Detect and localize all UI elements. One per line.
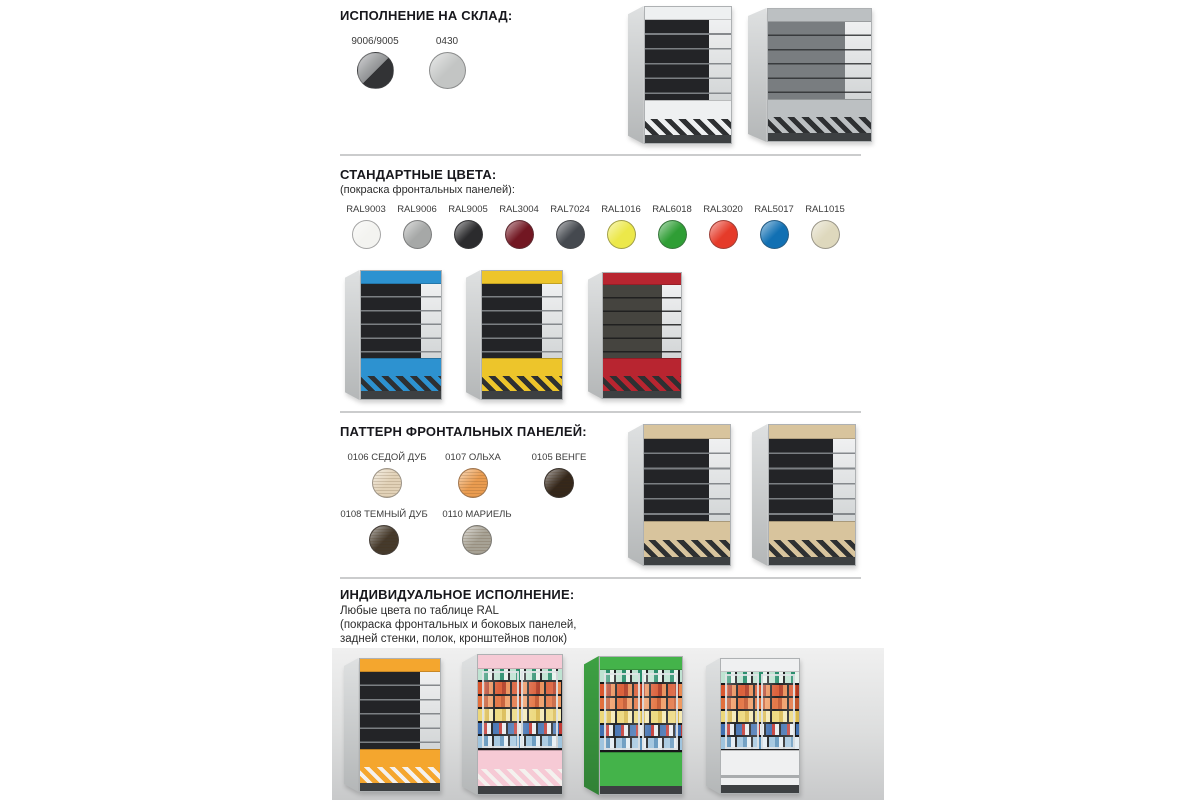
fridge-glass-doors: [725, 674, 795, 749]
color-swatch: [811, 220, 840, 249]
fridge-photo-stock-grey: [748, 8, 872, 142]
swatch-label: RAL6018: [652, 204, 692, 215]
fridge-bottom-panel: [603, 358, 681, 375]
fridge-photo-wood-1: [628, 424, 731, 566]
swatch-ral3020: [699, 204, 747, 249]
fridge-base: [721, 785, 799, 793]
swatch-label: RAL5017: [754, 204, 794, 215]
fridge-interior: [768, 22, 871, 99]
color-swatch: [607, 220, 636, 249]
swatch-label: RAL3004: [499, 204, 539, 215]
pattern-swatch: [372, 468, 402, 498]
fridge-top-band: [600, 657, 682, 670]
fridge-glass-doors: [604, 673, 678, 751]
fridge-top-band: [482, 271, 562, 284]
section-title-patterns: ПАТТЕРН ФРОНТАЛЬНЫХ ПАНЕЛЕЙ:: [340, 424, 587, 439]
swatch-0110: [434, 509, 520, 555]
fridge-grille: [478, 769, 562, 786]
glass-door-left: [482, 671, 519, 748]
fridge-front: [481, 270, 563, 400]
section-title-stock: ИСПОЛНЕНИЕ НА СКЛАД:: [340, 8, 513, 23]
fridge-interior: [603, 285, 681, 358]
fridge-base: [482, 391, 562, 399]
fridge-front: [602, 272, 682, 399]
fridge-side-panel: [748, 8, 767, 142]
fridge-bottom-panel: [769, 521, 855, 540]
glass-door-left: [604, 673, 640, 751]
fridge-front: [599, 656, 683, 795]
fridge-interior: [644, 439, 730, 521]
fridge-front: [359, 658, 441, 792]
color-swatch: [429, 52, 466, 89]
pattern-swatch-row-2: [338, 509, 520, 555]
fridge-top-band: [769, 425, 855, 439]
fridge-photo-white-doors: [706, 658, 800, 794]
swatch-ral9005: [444, 204, 492, 249]
swatch-label: RAL3020: [703, 204, 743, 215]
fridge-bottom-panel: [600, 752, 682, 786]
fridge-bottom-panel: [721, 750, 799, 768]
fridge-side-panel: [752, 424, 768, 566]
swatch-label: RAL9006: [397, 204, 437, 215]
ral-swatch-row: [342, 204, 849, 249]
swatch-label: 9006/9005: [351, 36, 399, 47]
fridge-bottom-panel: [768, 99, 871, 117]
fridge-base: [769, 557, 855, 565]
fridge-front: [360, 270, 442, 400]
fridge-side-panel: [628, 424, 643, 566]
fridge-base: [768, 133, 871, 141]
custom-description-line: задней стенки, полок, кронштейнов полок): [340, 633, 568, 645]
color-swatch: [403, 220, 432, 249]
fridge-photo-blue: [345, 270, 442, 400]
fridge-bottom-panel: [361, 358, 441, 376]
fridge-base: [645, 135, 731, 143]
swatch-label: 0107 ОЛЬХА: [445, 452, 501, 463]
glass-door-right: [761, 674, 795, 749]
section-divider-3: [340, 577, 861, 579]
fridge-grille: [361, 376, 441, 391]
fridge-glass-doors: [482, 671, 557, 748]
section-divider-2: [340, 411, 861, 413]
swatch-ral1016: [597, 204, 645, 249]
section-subtitle-standard: (покраска фронтальных панелей):: [340, 184, 515, 196]
swatch-0430: [417, 36, 477, 89]
swatch-9006-9005: [345, 36, 405, 89]
swatch-ral7024: [546, 204, 594, 249]
section-title-custom: ИНДИВИДУАЛЬНОЕ ИСПОЛНЕНИЕ:: [340, 587, 575, 602]
color-swatch: [760, 220, 789, 249]
fridge-bottom-panel: [360, 749, 440, 767]
fridge-base: [478, 786, 562, 794]
fridge-grille: [645, 119, 731, 135]
fridge-side-panel: [466, 270, 481, 400]
swatch-ral5017: [750, 204, 798, 249]
swatch-0107: [430, 452, 516, 498]
fridge-photo-red: [588, 272, 682, 399]
swatch-ral6018: [648, 204, 696, 249]
fridge-bottom-panel: [478, 750, 562, 769]
pattern-swatch: [544, 468, 574, 498]
fridge-base: [600, 786, 682, 794]
fridge-photo-green: [584, 656, 683, 795]
fridge-front: [644, 6, 732, 144]
fridge-top-band: [603, 273, 681, 285]
custom-description-line: Любые цвета по таблице RAL: [340, 605, 499, 617]
swatch-label: 0110 МАРИЕЛЬ: [442, 509, 512, 520]
fridge-photo-yellow: [466, 270, 563, 400]
pattern-swatch: [462, 525, 492, 555]
fridge-top-band: [361, 271, 441, 284]
fridge-top-band: [360, 659, 440, 672]
color-swatch: [709, 220, 738, 249]
fridge-top-band: [644, 425, 730, 439]
section-title-standard: СТАНДАРТНЫЕ ЦВЕТА:: [340, 167, 497, 182]
swatch-label: 0106 СЕДОЙ ДУБ: [347, 452, 427, 463]
fridge-photo-pink: [462, 654, 563, 795]
fridge-side-panel: [706, 658, 720, 794]
fridge-side-panel: [628, 6, 644, 144]
stock-swatch-row: [345, 36, 477, 89]
fridge-grille: [482, 376, 562, 391]
swatch-ral9006: [393, 204, 441, 249]
fridge-top-band: [478, 655, 562, 669]
fridge-front: [477, 654, 563, 795]
glass-door-left: [725, 674, 759, 749]
color-swatch: [454, 220, 483, 249]
fridge-grille: [360, 767, 440, 783]
fridge-shelf-ends: [421, 284, 441, 359]
color-swatch: [352, 220, 381, 249]
fridge-interior: [721, 672, 799, 750]
pattern-swatch: [369, 525, 399, 555]
fridge-interior: [600, 670, 682, 752]
fridge-top-band: [721, 659, 799, 672]
fridge-side-panel: [588, 272, 602, 399]
color-swatch: [505, 220, 534, 249]
fridge-photo-orange: [344, 658, 441, 792]
fridge-base: [360, 783, 440, 791]
swatch-label: RAL7024: [550, 204, 590, 215]
fridge-shelf-ends: [833, 439, 855, 521]
swatch-label: 0430: [435, 36, 459, 47]
swatch-label: RAL1016: [601, 204, 641, 215]
color-swatch: [658, 220, 687, 249]
fridge-front: [720, 658, 800, 794]
fridge-shelf-ends: [709, 439, 730, 521]
fridge-side-panel: [462, 654, 477, 795]
custom-description: [340, 604, 577, 646]
fridge-grille: [721, 769, 799, 785]
swatch-label: RAL9003: [346, 204, 386, 215]
swatch-0105: [516, 452, 602, 498]
color-swatch-split: [357, 52, 394, 89]
swatch-0106: [344, 452, 430, 498]
fridge-interior: [482, 284, 562, 359]
swatch-label: RAL1015: [805, 204, 845, 215]
swatch-ral3004: [495, 204, 543, 249]
swatch-label: 0108 ТЕМНЫЙ ДУБ: [340, 509, 428, 520]
glass-door-right: [642, 673, 678, 751]
fridge-shelf-ends: [420, 672, 440, 749]
custom-description-line: (покраска фронтальных и боковых панелей,: [340, 619, 577, 631]
fridge-grille: [768, 117, 871, 133]
fridge-base: [644, 557, 730, 565]
fridge-photo-wood-2: [752, 424, 856, 566]
fridge-interior: [769, 439, 855, 521]
fridge-bottom-panel: [645, 100, 731, 119]
section-divider-1: [340, 154, 861, 156]
fridge-front: [767, 8, 872, 142]
fridge-side-panel: [344, 658, 359, 792]
fridge-grille: [769, 540, 855, 557]
swatch-ral9003: [342, 204, 390, 249]
fridge-top-band: [645, 7, 731, 20]
fridge-grille: [603, 376, 681, 391]
fridge-base: [361, 391, 441, 399]
fridge-grille: [644, 540, 730, 557]
swatch-label: 0105 ВЕНГЕ: [531, 452, 587, 463]
fridge-top-band: [768, 9, 871, 22]
fridge-interior: [478, 669, 562, 750]
swatch-label: RAL9005: [448, 204, 488, 215]
fridge-shelf-ends: [542, 284, 562, 359]
color-swatch: [556, 220, 585, 249]
glass-door-right: [521, 671, 558, 748]
fridge-front: [768, 424, 856, 566]
fridge-interior: [645, 20, 731, 100]
pattern-swatch: [458, 468, 488, 498]
fridge-interior: [361, 284, 441, 359]
fridge-bottom-panel: [482, 358, 562, 376]
fridge-bottom-panel: [644, 521, 730, 540]
fridge-side-panel: [345, 270, 360, 400]
fridge-shelf-ends: [709, 20, 731, 100]
fridge-base: [603, 391, 681, 399]
fridge-front: [643, 424, 731, 566]
swatch-ral1015: [801, 204, 849, 249]
fridge-interior: [360, 672, 440, 749]
fridge-shelf-ends: [662, 285, 681, 358]
fridge-side-panel: [584, 656, 599, 795]
fridge-photo-stock-white: [628, 6, 732, 144]
pattern-swatch-row-1: [344, 452, 602, 498]
fridge-shelf-ends: [845, 22, 871, 99]
swatch-0108: [338, 509, 430, 555]
